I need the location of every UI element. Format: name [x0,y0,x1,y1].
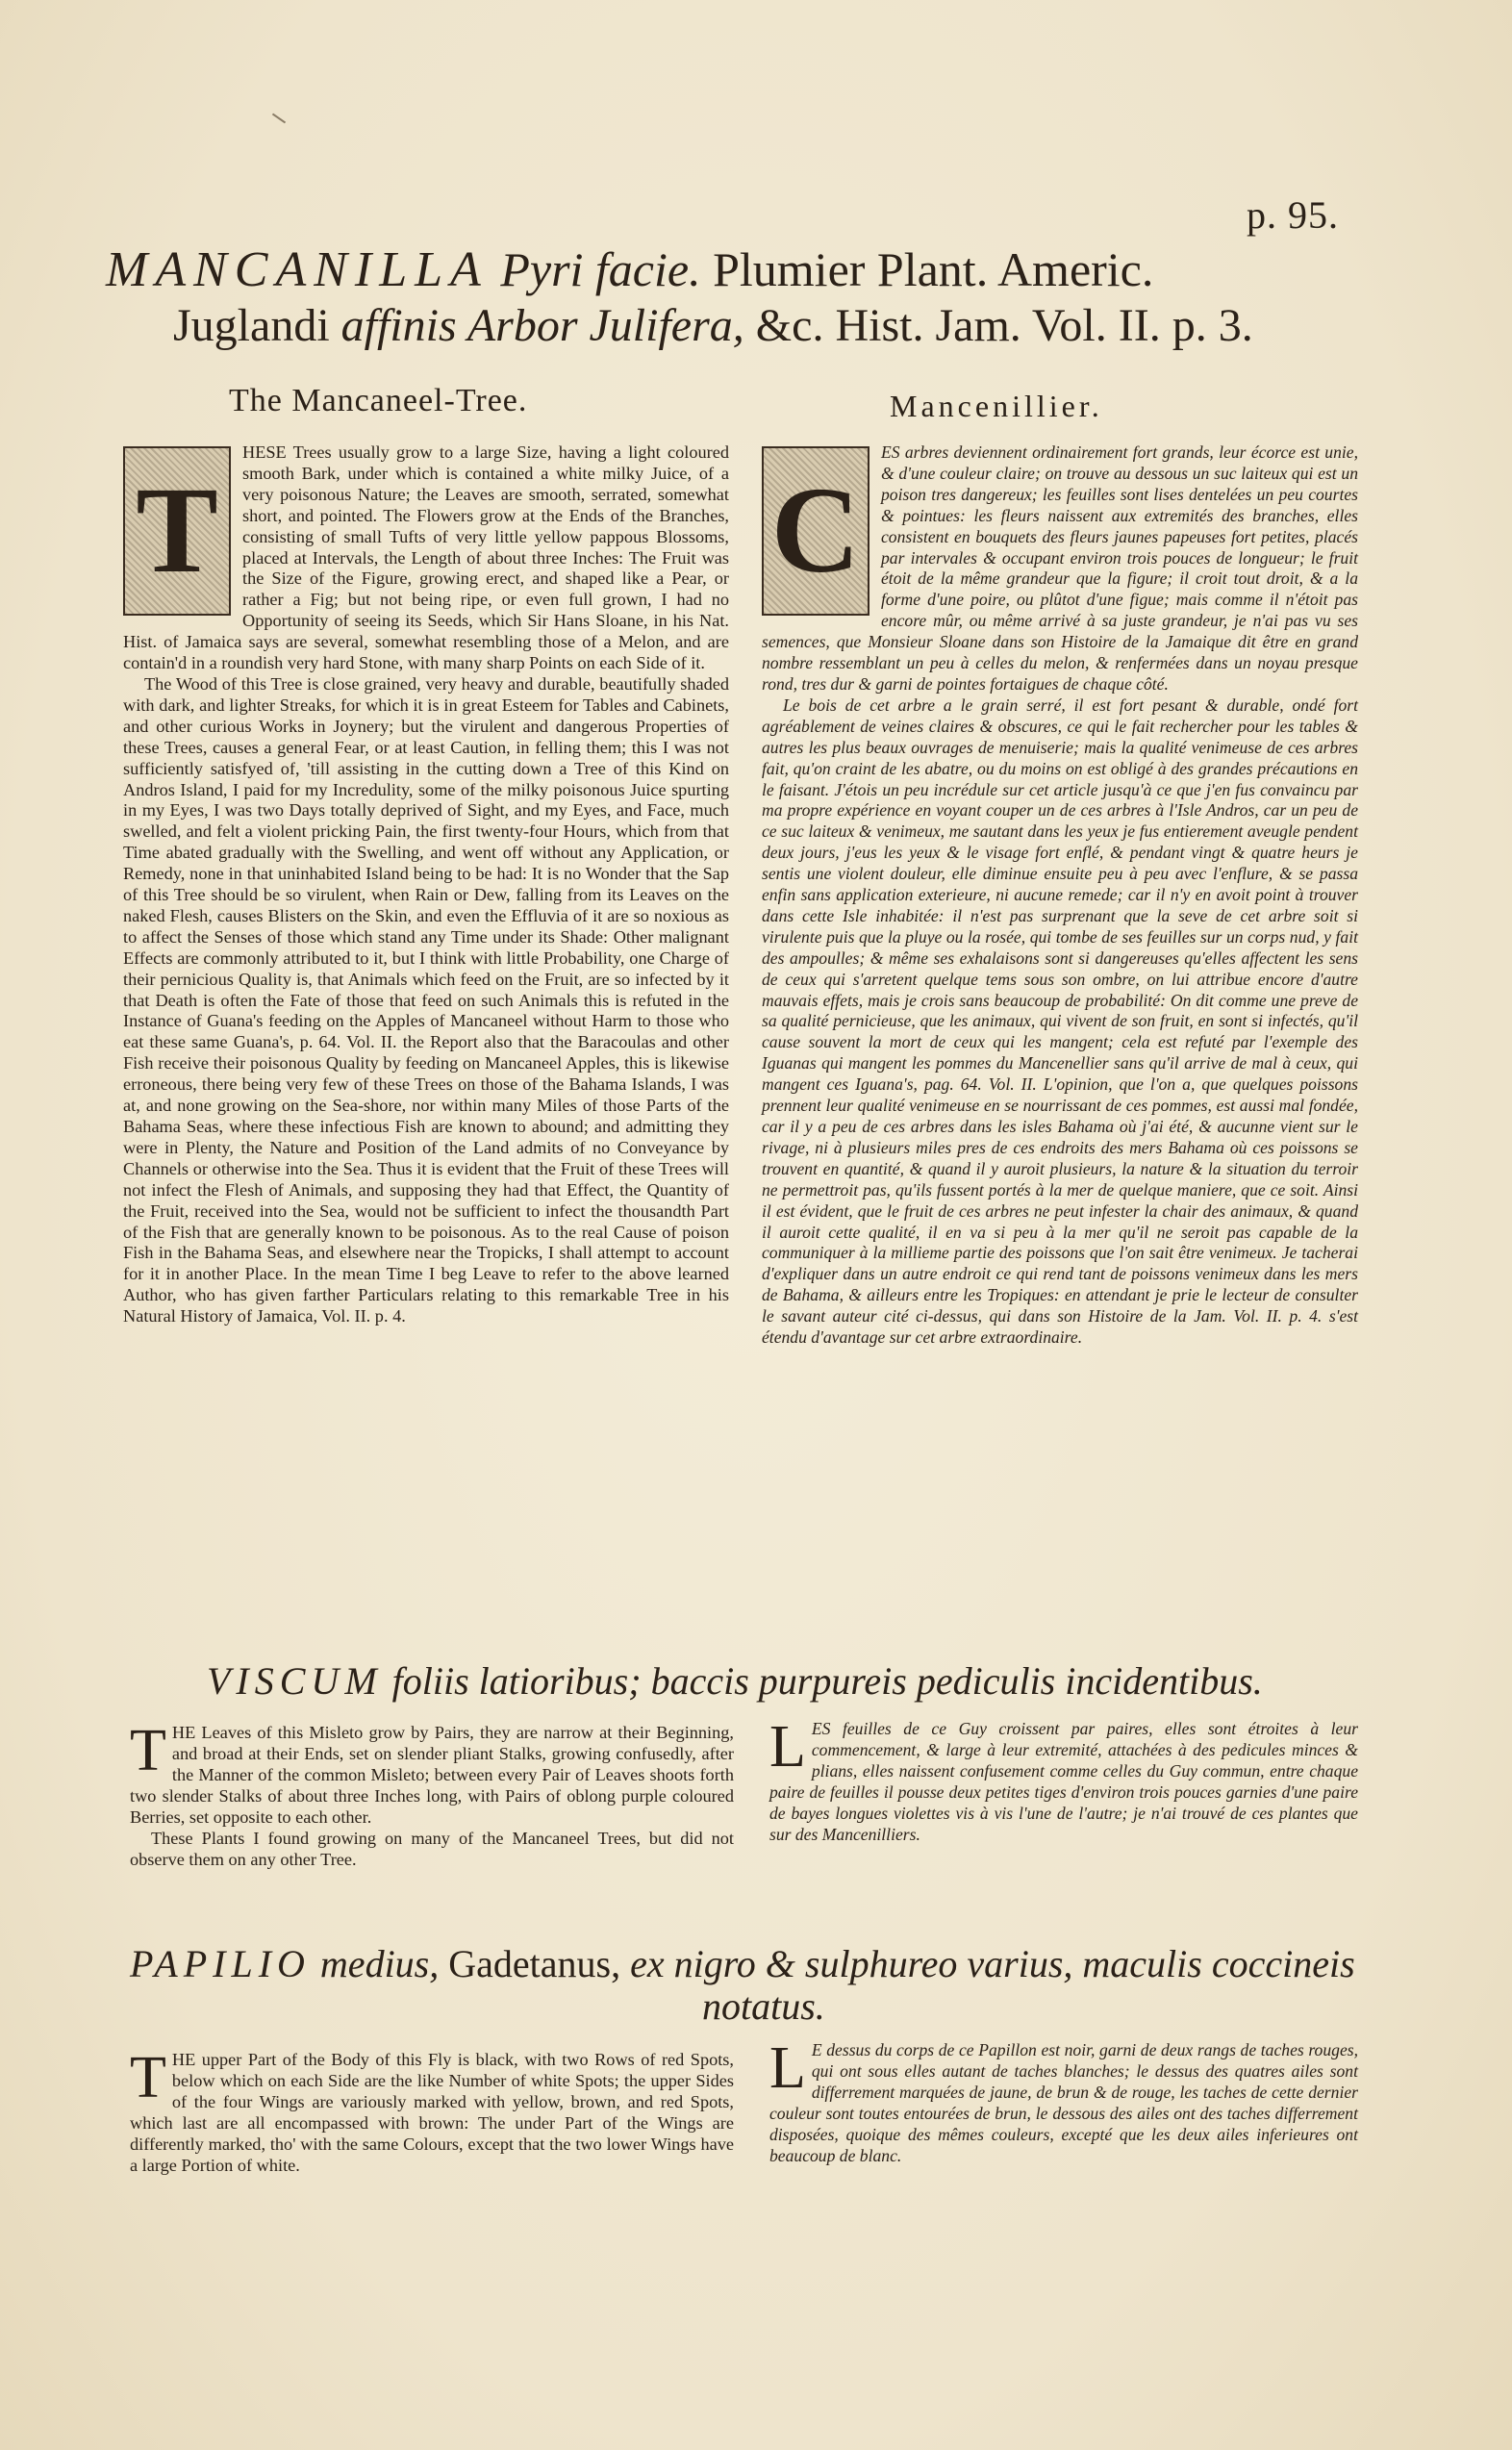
papilio-english [130,2045,734,2176]
initial: T [130,2045,166,2110]
viscum-english [130,1718,734,1870]
title2-end: &c. Hist. Jam. Vol. II. p. 3. [755,300,1253,351]
title-epithet: Pyri facie. [500,242,701,296]
papilio-locality: Gadetanus, [448,1942,621,1985]
page-number: p. 95. [1247,193,1339,237]
paper-mark [272,114,286,124]
viscum-description: foliis latioribus; baccis purpureis pediculis incidentibus. [391,1659,1263,1703]
heading-english: The Mancaneel-Tree. [229,383,528,418]
papilio-description: ex nigro & sulphureo varius, maculis coccineis [630,1942,1355,1985]
viscum-french-paragraph-1: ES feuilles de ce Guy croissent par paires, elles sont étroites à leur commencement, & large à leur extremité, attachées à des pedicules minces & plians, elles naissent confusement comme celles du Guy commun, entre chaque paire de feuilles il pousse deux petites tiges d'environ trois pouces garnies d'une paire de bayes longues violettes vis à vis l'une de l'autre; je n'ai trouvé de ces plantes que sur des Mancenilliers. [769,1719,1358,1844]
initial: L [769,1714,806,1780]
initial: T [130,1718,166,1783]
ornamental-initial-c: C [762,446,869,616]
plate-title-line-1 [106,240,1356,299]
papilio-english-paragraph-1: HE upper Part of the Body of this Fly is black, with two Rows of red Spots, below which on each Side are the like Number of white Spots; the upper Sides of the four Wings are variously marked with yellow, brown, and red Spots, which last are all encompassed with brown: The under Part of the Wings are differently marked, tho' with the same Colours, except that the two lower Wings have a large Portion of white. [130,2050,734,2175]
french-paragraph-1: ES arbres deviennent ordinairement fort grands, leur écorce est unie, & d'une couleur claire; on trouve au dessous un suc laiteux qui est un poison tres dangereux; les feuilles sont lises dentelées un peu courtes & pointues: les fleurs naissent aux extremités des branches, elles consistent en bouquets des fleurs jaunes papeuses fort petites, placés par intervales & occupant environ trois pouces de longueur; le fruit étoit de la même grandeur que la figure; il croit tout droit, & a la forme d'une poire, ou plûtot d'une figue; mais comme il n'étoit pas encore mûr, ou même arrivé à sa juste grandeur, je n'ai pas vu ses semences, que Monsieur Sloane dans son Histoire de la Jamaique dit être en grand nombre ressemblant un peu à celles du melon, & renfermées dans un noyau presque rond, tres dur & garni de pointes fortaigues de chaque côté. [762,442,1358,694]
papilio-french-paragraph-1: E dessus du corps de ce Papillon est noir, garni de deux rangs de taches rouges, qui ont sous elles autant de taches blanches; le dessus des quatres ailes sont differrement marquées de jaune, de brun & de rouge, les taches de cette dernier couleur sont toutes entourées de brun, le dessous des ailes ont des taches differrement disposées, quoique des mêmes couleurs, excepté que les deux ailes inferieures ont beaucoup de blanc. [769,2040,1358,2165]
english-column [123,442,729,1327]
viscum-title [207,1660,1263,1703]
title-reference: Plumier Plant. Americ. [713,242,1154,296]
english-paragraph-1: HESE Trees usually grow to a large Size, having a light coloured smooth Bark, under which is contained a white milky Juice, of a very poisonous Nature; the Leaves are smooth, serrated, somewhat short, and pointed. The Flowers grow at the Ends of the Branches, consisting of small Tufts of very little yellow pappous Blossoms, placed at Intervals, the Length of about three Inches: The Fruit was the Size of the Figure, growing erect, and shaped like a Pear, or rather a Fig; but not being ripe, or even full grown, I had no Opportunity of seeing its Seeds, which Sir Hans Sloane, in his Nat. Hist. of Jamaica says are several, somewhat resembling those of a Melon, and are contain'd in a roundish very hard Stone, with many sharp Points on each Side of it. [123,442,729,673]
french-paragraph-2: Le bois de cet arbre a le grain serré, il est fort pesant & durable, ondé fort agréablement de veines claires & obscures, ce qui le fait rechercher pour les tables & autres les plus beaux ouvrages de menuiserie; mais la qualité venimeuse de ces arbres fait, qu'on craint de les abatre, ou du moins on est obligé à des grandes précautions en le faisant. J'étois un peu incrédule sur cet article jusqu'à ce que j'en fus convaincu par ma propre expérience en voyant couper un de ces arbres à l'Isle Andros, car un peu de ce suc laiteux & venimeux, me sautant dans les yeux je fus entierement aveugle pendent deux jours, j'eus les yeux & le visage fort enflé, & pendant vingt & quatre heurs je sentis une violent douleur, elle diminue ensuite peu à peu avec l'enflure, & se passa enfin sans application exterieure, ni aucune remede; car il n'y en avoit point à trouver dans cette Isle inhabitée: il n'est pas surprenant que la seve de cet arbre soit si virulente puis que la pluye ou la rosée, qui tombe de ses feuilles sur un corps nud, y fait des ampoulles; & même ses exhalaisons sont si dangereuses qu'elles affectent les sens de ceux qui s'arretent quelque tems sous son ombre, on lui attribue encore d'autre mauvais effets, mais je crois sans beaucoup de probabilité: On dit comme une preve de sa qualité pernicieuse, que les animaux, qui vivent de son fruit, en sont si infectés, qu'il cause souvent la mort de ceux qui les mangent; cela est refuté par l'exemple des Iguanas qui mangent les pommes du Mancenellier sans qu'il arrive de mal à ceux, qui mangent ces Iguana's, pag. 64. Vol. II. L'opinion, que l'on a, que quelques poissons prennent leur qualité venimeuse en se nourrissant de ces pommes, est aussi mal fondée, car il y a peu de ces arbres dans les isles Bahama où j'ai été, & aucunne vient sur le rivage, ni à plusieurs miles pres de ces endroits des mers Bahama où ces poissons se trouvent en quantité, & quand il y auroit plusieurs, la nature & la situation du terroir ne permettroit pas, qu'ils fussent portés à la mer de quelque maniere, que ce soit. Ainsi il est évident, que le fruit de ces arbres ne peut infester la chair des animaux, & quand il auroit cette qualité, il en va si peu à la mer qu'il ne seroit pas capable de la communiquer à la millieme partie des poissons que l'on sait être venimeux. Je tacherai d'expliquer dans un autre endroit ce qui rend tant de poissons venimeux dans les mers de Bahama, & ailleurs entre les Tropiques: en attendant je prie le lecteur de consulter le savant auteur cité ci-dessus, qui dans son Histoire de la Jam. Vol. II. p. 4. s'est étendu d'avantage sur cet arbre extraordinaire. [762,695,1358,1348]
french-column [762,442,1358,1349]
papilio-french [769,2035,1358,2166]
viscum-french [769,1714,1358,1845]
viscum-genus: VISCUM [207,1659,383,1703]
papilio-title-line-1 [130,1943,1355,1985]
title2-italic: affinis Arbor Julifera, [340,300,744,351]
title-genus: MANCANILLA [106,242,489,297]
title2-start: Juglandi [173,300,330,351]
papilio-epithet: medius, [319,1942,440,1985]
plate-title-line-2 [173,298,1385,354]
initial: L [769,2035,806,2101]
viscum-english-paragraph-1: HE Leaves of this Misleto grow by Pairs, they are narrow at their Beginning, and broad at their Ends, set on slender pliant Stalks, growing confusedly, after the Manner of the common Misleto; between every Pair of Leaves shoots forth two slender Stalks of about three Inches long, with Pairs of oblong purple coloured Berries, set opposite to each other. [130,1723,734,1827]
english-paragraph-2: The Wood of this Tree is close grained, very heavy and durable, beautifully shaded with dark, and lighter Streaks, for which it is in great Esteem for Tables and Cabinets, and other curious Works in Joynery; but the virulent and dangerous Properties of these Trees, causes a general Fear, or at least Caution, in felling them; this I was not sufficiently satisfyed of, 'till assisting in the cutting down a Tree of this Kind on Andros Island, I paid for my Incredulity, some of the milky poisonous Juice spurting in my Eyes, I was two Days totally deprived of Sight, and my Eyes, and Face, much swelled, and felt a violent pricking Pain, the first twenty-four Hours, which from that Time abated gradually with the Swelling, and went off without any Application, or Remedy, none in that uninhabited Island being to be had: It is no Wonder that the Sap of this Tree should be so virulent, when Rain or Dew, falling from its Leaves on the naked Flesh, causes Blisters on the Skin, and even the Effluvia of it are so noxious as to affect the Senses of those which stand any Time under its Shade: Other malignant Effects are commonly attributed to it, but I think with little Probability, one Charge of their pernicious Quality is, that Animals which feed on the Fruit, are so infected by it that Death is often the Fate of those that feed on such Animals this is refuted in the Instance of Guana's feeding on the Apples of Mancaneel without Harm to those who eat these same Guana's, p. 64. Vol. II. the Report also that the Baracoulas and other Fish receive their poisonous Quality by feeding on Mancaneel Apples, this is likewise erroneous, there being very few of these Trees on those of the Bahama Islands, I was at, and none growing on the Sea-shore, nor within many Miles of those Parts of the Bahama Seas, where these infectious Fish are known to abound; and admitting they were in Plenty, the Nature and Position of the Land admits of no Conveyance by Channels or otherwise into the Sea. Thus it is evident that the Fruit of these Trees will not infect the Flesh of Animals, and supposing they had that Effect, the Quantity of the Fruit, received into the Sea, would not be sufficient to infect the thousandth Part of the Fish that are generally known to be poisonous. As to the real Cause of poison Fish in the Bahama Seas, and elsewhere near the Tropicks, I shall attempt to account for it in another Place. In the mean Time I beg Leave to refer to the above learned Author, who has given farther Particulars relating to this remarkable Tree in his Natural History of Jamaica, Vol. II. p. 4. [123,673,729,1326]
heading-french: Mancenillier. [890,389,1103,423]
papilio-title-line-2: notatus. [702,1984,825,2028]
papilio-genus: PAPILIO [130,1942,311,1985]
ornamental-initial-t: T [123,446,231,616]
viscum-english-paragraph-2: These Plants I found growing on many of the Mancaneel Trees, but did not observe them on any other Tree. [130,1829,734,1869]
